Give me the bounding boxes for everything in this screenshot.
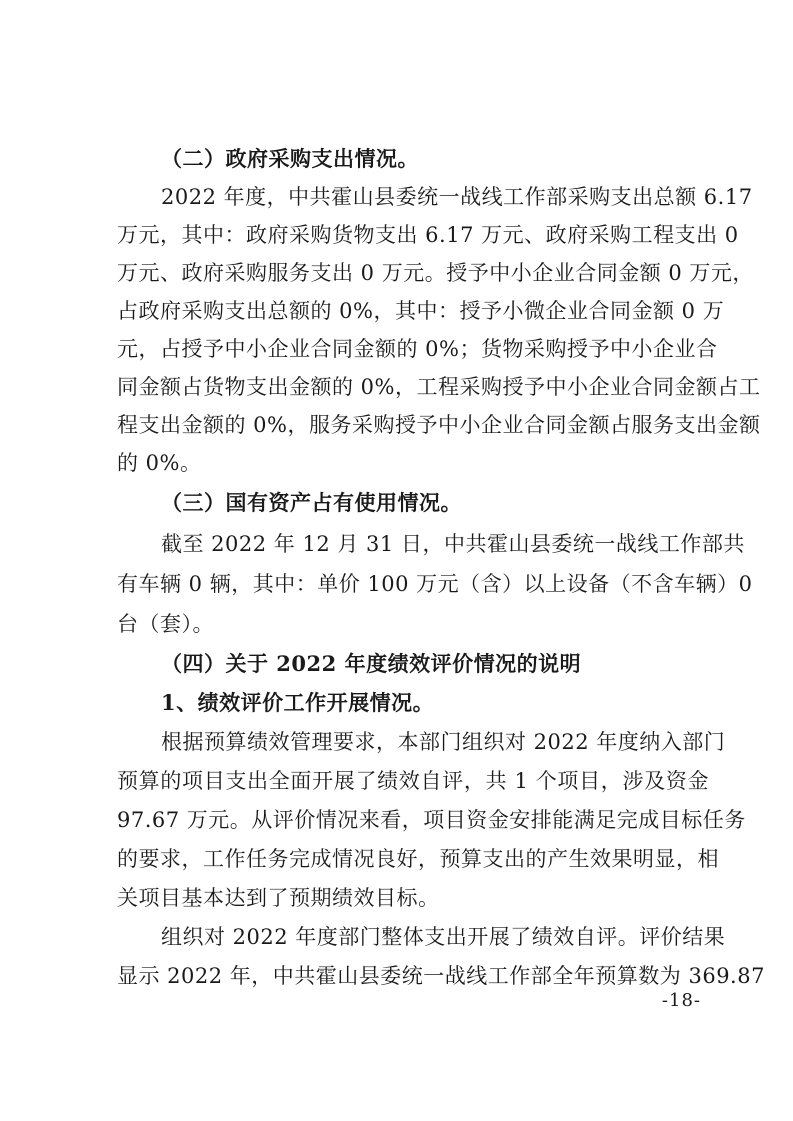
paragraph-line: 程支出金额的 0%，服务采购授予中小企业合同金额占服务支出金额 <box>117 413 761 437</box>
paragraph-line: 关项目基本达到了预期绩效目标。 <box>117 886 440 910</box>
paragraph-line: 根据预算绩效管理要求，本部门组织对 2022 年度纳入部门 <box>161 730 726 754</box>
paragraph-line: 占政府采购支出总额的 0%，其中：授予小微企业合同金额 0 万 <box>117 299 725 323</box>
paragraph-line: 有车辆 0 辆，其中：单价 100 万元（含）以上设备（不含车辆）0 <box>117 572 753 596</box>
paragraph-line: 组织对 2022 年度部门整体支出开展了绩效自评。评价结果 <box>161 925 726 949</box>
paragraph-line: 元，占授予中小企业合同金额的 0%；货物采购授予中小企业合 <box>117 337 718 361</box>
paragraph-line: 同金额占货物支出金额的 0%，工程采购授予中小企业合同金额占工 <box>117 375 761 399</box>
paragraph-line: 的要求，工作任务完成情况良好，预算支出的产生效果明显，相 <box>117 847 719 871</box>
paragraph-line: 的 0%。 <box>117 451 202 475</box>
paragraph-line: 万元，其中：政府采购货物支出 6.17 万元、政府采购工程支出 0 <box>117 223 739 247</box>
section-heading-state-assets: （三）国有资产占有使用情况。 <box>161 490 462 515</box>
page-number: -18- <box>661 990 701 1011</box>
paragraph-line: 2022 年度，中共霍山县委统一战线工作部采购支出总额 6.17 <box>161 185 753 209</box>
paragraph-line: 万元、政府采购服务支出 0 万元。授予中小企业合同金额 0 万元， <box>117 261 754 285</box>
subheading-evaluation-work: 1、绩效评价工作开展情况。 <box>161 690 435 715</box>
section-heading-performance-evaluation: （四）关于 2022 年度绩效评价情况的说明 <box>161 651 582 676</box>
paragraph-line: 台（套）。 <box>117 612 214 636</box>
paragraph-line: 预算的项目支出全面开展了绩效自评，共 1 个项目，涉及资金 <box>117 769 709 793</box>
paragraph-line: 显示 2022 年，中共霍山县委统一战线工作部全年预算数为 369.87 <box>117 964 765 988</box>
paragraph-line: 97.67 万元。从评价情况来看，项目资金安排能满足完成目标任务 <box>117 808 746 832</box>
section-heading-government-procurement: （二）政府采购支出情况。 <box>161 146 419 171</box>
paragraph-line: 截至 2022 年 12 月 31 日，中共霍山县委统一战线工作部共 <box>161 532 745 556</box>
